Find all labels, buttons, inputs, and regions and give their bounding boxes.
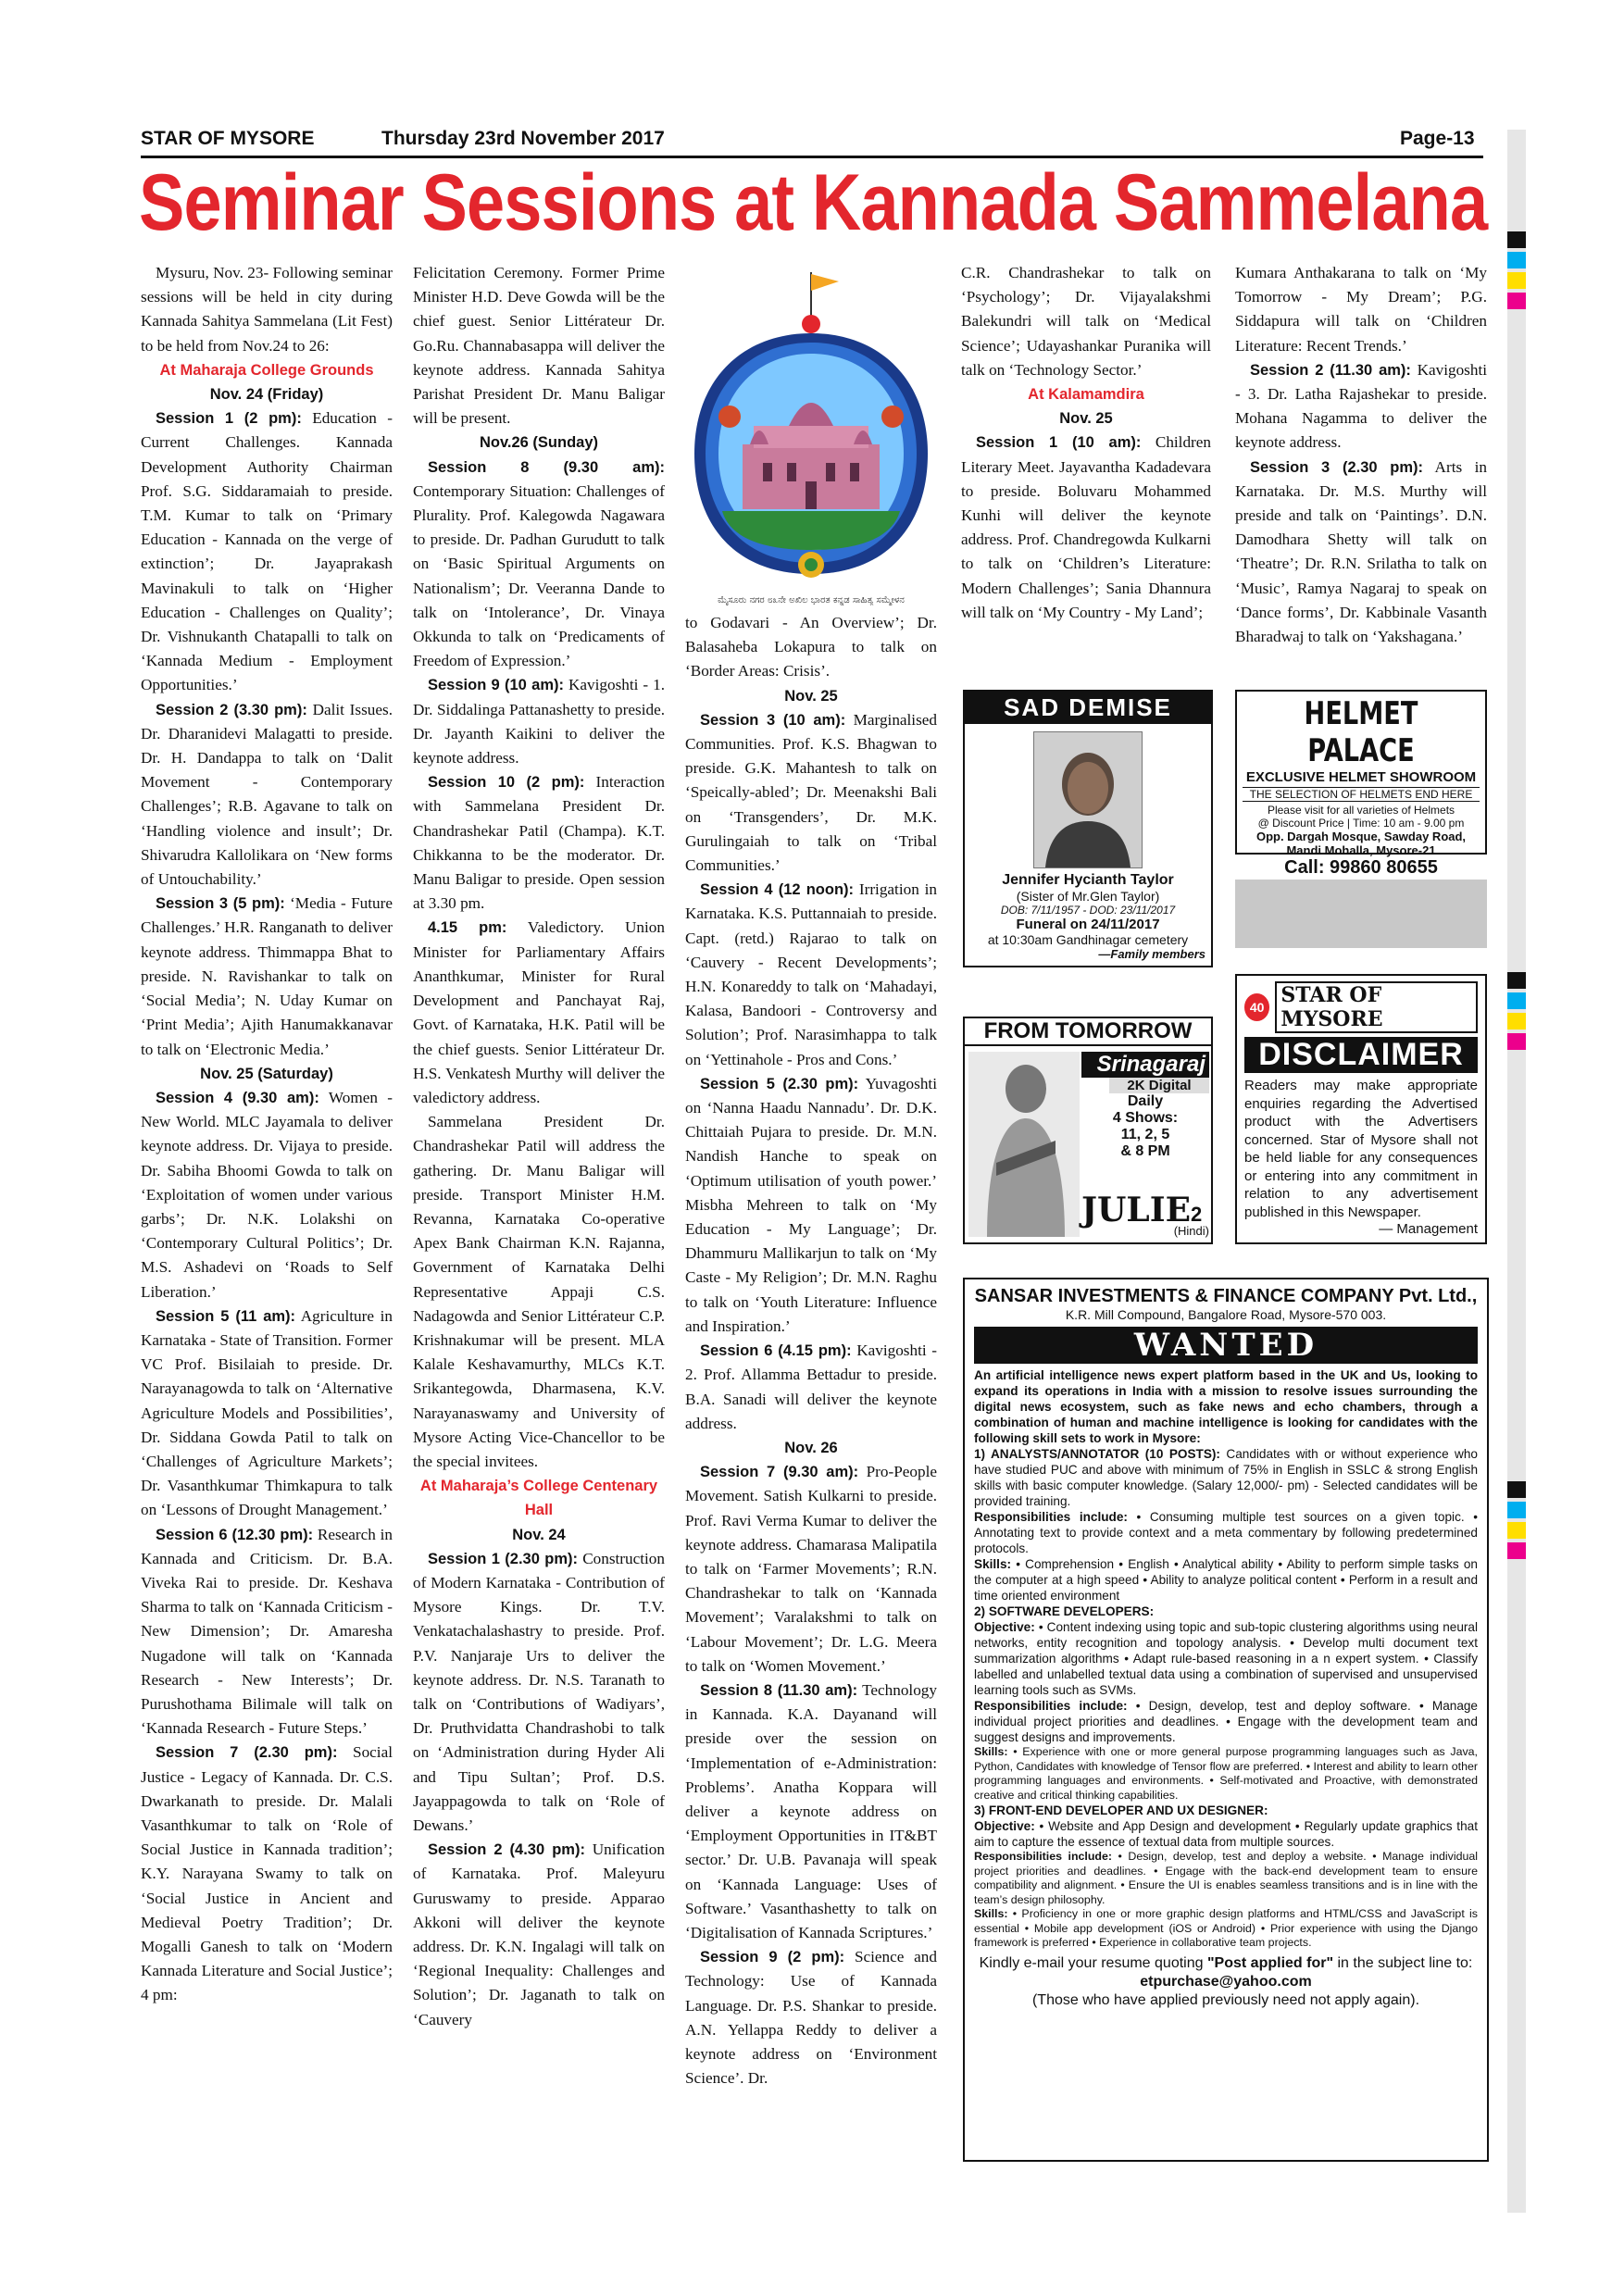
session-label: Session 4 (9.30 am): xyxy=(156,1089,319,1106)
movie-from-tomorrow: FROM TOMORROW xyxy=(965,1018,1211,1046)
movie-poster-figure xyxy=(968,1052,1080,1237)
session-label: Session 9 (10 am): xyxy=(428,677,564,694)
session-label: Session 7 (9.30 am): xyxy=(700,1464,859,1481)
portrait-photo xyxy=(1033,731,1143,868)
article-paragraph: Mysuru, Nov. 23- Following seminar sessions will be held in city during Kannada Sahitya Sammelana (Lit Fest) to be held from Nov.24 to 26: xyxy=(141,264,393,355)
headline: Seminar Sessions at Kannada Sammelana xyxy=(139,158,1488,247)
label: Objective: xyxy=(974,1819,1035,1833)
article-column-1 xyxy=(141,261,393,2196)
section-heading: Nov. 26 xyxy=(784,1439,838,1456)
registration-mark xyxy=(1507,272,1526,289)
registration-mark xyxy=(1507,293,1526,309)
wanted-intro: An artificial intelligence news expert platform based in the UK and Us, looking to expand its operations in India with a mission to resolve issues surrounding the digital news ecosystem, such as fake news and echo chambers, through a combination of human and machine intelligence is looking for candidates with the following skill sets to work in Mysore: xyxy=(974,1368,1478,1445)
registration-mark xyxy=(1507,1481,1526,1498)
continued-paragraph: Kumara Anthakarana to talk on ‘My Tomorrow - My Dream’; P.G. Siddapura will talk on ‘Children Literature: Recent Trends.’ xyxy=(1235,264,1487,355)
session-text: Science and Technology: Use of Kannada Language. Dr. P.S. Shankar to preside. A.N. Yellappa Reddy to deliver a keynote address on ‘Environment Science’. Dr. xyxy=(685,1948,937,2088)
registration-mark xyxy=(1507,992,1526,1009)
frontend-responsibilities xyxy=(974,1850,1478,1907)
session-text: Arts in Karnataka. Dr. M.S. Murthy will preside and talk on ‘Paintings’. D.N. Damodhara Shetty will talk on ‘Theatre’; Dr. R.N. Srilatha to talk on ‘Music’, Ramya Nagaraj to speak on ‘Dance forms’, Dr. Kabbinale Vasanth Bharadwaj to talk on ‘Yakshagana.’ xyxy=(1235,457,1487,646)
analysts-text: Candidates with or without experience who have studied PUC and above with minimum of 75% in English in SSLC & strong English skills with basic computer knowledge. (Salary 12,000/- pm) - Selected candidates will be provided training. xyxy=(974,1447,1478,1508)
session-paragraph xyxy=(685,878,937,1072)
text: • Consuming multiple test sources on a given topic. • Annotating text to provide context and a meta commentary by following predetermined protocols. xyxy=(974,1510,1478,1555)
session-text: Valedictory. Union Minister for Parliamentary Affairs Ananthkumar, Minister for Rural Development and Panchayat Raj, Govt. of Karnataka, H.K. Patil will be the chief guests. Senior Littérateur Dr. H.S. Venkatesh Murthy will deliver the valedictory address. xyxy=(413,918,665,1106)
helmet-address-2: Mandi Mohalla, Mysore-21 xyxy=(1286,843,1436,857)
disclaimer-body: Readers may make appropriate enquiries regarding the Advertised product with the Advertisers concerned. Star of Mysore shall not be held liable for any consequences or entering into any commitment in relation to any advertisement published in this Newspaper. xyxy=(1244,1078,1478,1220)
article-paragraph: Sammelana President Dr. Chandrashekar Patil will address the gathering. Dr. Manu Baligar will preside. Transport Minister H.M. Revanna, Karnataka Co-operative Apex Bank Chairman K.N. Rajanna, Government of Karnataka Delhi Representative Appaji C.S. Nadagowda and Senior Littérateur C.P. Krishnakumar will be present. MLA Kalale Keshavamurthy, MLCs K.T. Srikantegowda, Dharmasena, K.V. Narayanaswamy and University of Mysore Acting Vice-Chancellor to be the special invitees. xyxy=(413,1113,665,1470)
session-text: Kavigoshti - 1. Dr. Siddalinga Pattanashetty to preside. Dr. Jayanth Kaikini to deliver the keynote address. xyxy=(413,676,665,767)
session-paragraph xyxy=(141,1086,393,1304)
registration-mark xyxy=(1507,1522,1526,1539)
developers-title: 2) SOFTWARE DEVELOPERS: xyxy=(974,1604,1155,1618)
session-label: Session 5 (11 am): xyxy=(156,1307,296,1325)
section-heading: Nov. 25 xyxy=(1059,410,1113,428)
section-heading: Nov. 25 (Saturday) xyxy=(200,1065,333,1082)
session-label: Session 2 (11.30 am): xyxy=(1250,361,1411,379)
session-text: Kavigoshti - 3. Dr. Latha Rajashekar to preside. Mohana Nagamma to deliver the keynote address. xyxy=(1235,360,1487,452)
developers-skills xyxy=(974,1745,1478,1803)
session-paragraph xyxy=(685,708,937,878)
disclaimer-signoff: — Management xyxy=(1379,1221,1478,1237)
deceased-relation: (Sister of Mr.Glen Taylor) xyxy=(1016,889,1160,904)
page-number: Page-13 xyxy=(1400,128,1475,149)
session-paragraph xyxy=(685,1339,937,1436)
session-label: Session 6 (12.30 pm): xyxy=(156,1526,314,1543)
funeral-detail: at 10:30am Gandhinagar cemetery xyxy=(987,932,1189,947)
session-paragraph xyxy=(1235,358,1487,455)
helmet-line-1: Please visit for all varieties of Helmets xyxy=(1267,804,1455,817)
session-label: Session 4 (12 noon): xyxy=(700,881,855,899)
session-label: Session 8 (9.30 am): xyxy=(428,458,665,476)
frontend-objective xyxy=(974,1818,1478,1850)
disclaimer-box xyxy=(1235,974,1487,1244)
shows-daily: Daily xyxy=(1127,1093,1164,1109)
section-heading: At Kalamamdira xyxy=(1028,386,1144,404)
family-signoff: —Family members xyxy=(1098,947,1206,961)
article-column-3 xyxy=(685,611,937,2196)
session-paragraph xyxy=(413,1838,665,2032)
label: Objective: xyxy=(974,1620,1035,1634)
analysts-skills xyxy=(974,1556,1478,1603)
session-text: Pro-People Movement. Satish Kulkarni to preside. Prof. Ravi Verma Kumar to deliver the keynote address. Chamarasa Malipatila to talk on ‘Farmer Movements’; R.N. Chandrashekar to talk on ‘Kannada Movement’; Varalakshmi to talk on ‘Labour Movement’; Dr. L.G. Meera to talk on ‘Women Movement.’ xyxy=(685,1463,937,1675)
analysts-responsibilities xyxy=(974,1509,1478,1556)
session-text: Agriculture in Karnataka - State of Transition. Former VC Prof. Bisilaiah to preside. Dr. Narayanagowda to talk on ‘Alternative Agriculture Models and Possibilities’, Dr. Siddana Gowda Patil to talk on ‘Challenges of Agriculture Markets’; Dr. Vasanthkumar Thimkapura to talk on ‘Lessons of Drought Management.’ xyxy=(141,1306,393,1519)
session-text: Irrigation in Karnataka. K.S. Puttannaiah to preside. Capt. (retd.) Rajarao to talk on ‘Cauvery - Recent Developments’; H.N. Konareddy to talk on ‘Mahadayi, Kalasa, Bandoori - Controversy and Solution’; Prof. Narasimhappa to talk on ‘Yettinahole - Pros and Cons.’ xyxy=(685,880,937,1068)
session-paragraph xyxy=(413,1547,665,1838)
helmet-phone: Call: 99860 80655 xyxy=(1284,857,1438,878)
registration-mark xyxy=(1507,231,1526,248)
session-paragraph xyxy=(961,430,1211,625)
session-label: Session 10 (2 pm): xyxy=(428,774,585,792)
newspaper-logo: STAR OF MYSORE xyxy=(1275,981,1478,1033)
analysts-title: 1) ANALYSTS/ANNOTATOR (10 POSTS): xyxy=(974,1447,1220,1461)
section-heading: At Maharaja’s College Centenary Hall xyxy=(419,1478,658,1519)
session-label: Session 8 (11.30 am): xyxy=(700,1681,858,1699)
helmet-address-1: Opp. Dargah Mosque, Sawday Road, xyxy=(1255,830,1467,843)
funeral-date: Funeral on 24/11/2017 xyxy=(1016,917,1160,932)
session-text: ‘Media - Future Challenges.’ H.R. Ranganath to deliver keynote address. Thimmappa Bhat to preside. N. Ravishankar to talk on ‘Social Media’; N. Uday Kumar on ‘Print Media’; Ajith Hanumakkanavar to talk on ‘Electronic Media.’ xyxy=(141,894,393,1058)
session-text: Technology in Kannada. K.A. Dayanand will preside over the session on ‘Implementation of e-Administration: Problems’. Anatha Koppara will deliver a keynote address on ‘Employment Opportunities in IT&BT sector.’ Dr. U.B. Pavanaja will speak on ‘Kannada Language: Uses of Software.’ Vasanthashetty to talk on ‘Digitalisation of Kannada Scriptures.’ xyxy=(685,1680,937,1941)
session-text: Unification of Karnataka. Prof. Maleyuru Guruswamy to preside. Apparao Akkoni will deliver the keynote address. Dr. K.N. Ingalagi will talk on ‘Regional Inequality: Challenges and Solution’; Dr. Jaganath to talk on ‘Cauvery xyxy=(413,1841,665,2028)
session-paragraph xyxy=(141,1304,393,1523)
section-analysts xyxy=(974,1446,1478,1509)
wanted-job-ad xyxy=(963,1278,1489,2162)
session-text: Women - New World. MLC Jayamala to deliver keynote address. Dr. Vijaya to preside. Dr. Sabiha Bhoomi Gowda to talk on ‘Exploitation of women under various garbs’; Dr. N.K. Lolakshi on ‘Contemporary Cultural Politics’; Dr. M.S. Ashadevi on ‘Roads to Self Liberation.’ xyxy=(141,1088,393,1301)
helmet-subtitle: EXCLUSIVE HELMET SHOWROOM xyxy=(1245,769,1477,785)
movie-language: (Hindi) xyxy=(1173,1224,1209,1238)
article-column-2 xyxy=(413,261,665,2196)
label: Responsibilities include: xyxy=(974,1510,1128,1524)
text: • Content indexing using topic and sub-topic clustering algorithms using neural networks, entity recognition and topology analysis. • Develop multi document text summarization algorithms • Adapt rule-based reasoning in a n expert system. • Classify labelled and unlabelled textual data using a combination of supervised and unsupervised learning tools such as SVMs. xyxy=(974,1620,1478,1697)
session-label: Session 9 (2 pm): xyxy=(700,1949,845,1966)
publication-name: STAR OF MYSORE xyxy=(141,128,315,149)
apply-note: (Those who have applied previously need not apply again). xyxy=(1031,1991,1420,2008)
text: • Proficiency in one or more graphic design platforms and HTML/CSS and JavaScript is essential • Mobile app development (iOS or Android) • Prior experience with using the Django framework is preferred • Experience in collaborative team projects. xyxy=(974,1907,1478,1949)
session-paragraph xyxy=(685,1460,937,1678)
label: Responsibilities include: xyxy=(974,1699,1128,1713)
session-label: Session 3 (2.30 pm): xyxy=(1250,458,1424,476)
registration-mark xyxy=(1507,1542,1526,1559)
label: Skills: xyxy=(974,1907,1008,1920)
session-text: Kavigoshti - 2. Prof. Allamma Bettadur to preside. B.A. Sanadi will deliver the keynote address. xyxy=(685,1341,937,1432)
session-paragraph xyxy=(1235,455,1487,650)
session-paragraph xyxy=(685,1072,937,1339)
issue-date: Thursday 23rd November 2017 xyxy=(381,128,665,149)
text: • Comprehension • English • Analytical ability • Ability to perform simple tasks on the computer at a high speed • Ability to analyze political content • Perform in a result and time oriented environment xyxy=(974,1557,1478,1603)
sad-demise-ad xyxy=(963,690,1213,967)
session-label: Session 1 (2 pm): xyxy=(156,410,302,428)
registration-mark xyxy=(1507,1013,1526,1029)
section-heading: At Maharaja College Grounds xyxy=(159,361,374,379)
apply-email-link[interactable]: etpurchase@yahoo.com xyxy=(1140,1973,1312,1990)
session-label: Session 2 (3.30 pm): xyxy=(156,701,307,718)
session-label: Session 5 (2.30 pm): xyxy=(700,1075,859,1092)
section-heading: Nov. 24 (Friday) xyxy=(209,386,324,404)
session-paragraph xyxy=(141,1523,393,1741)
deceased-name: Jennifer Hycianth Taylor xyxy=(1002,872,1174,888)
helmet-palace-ad xyxy=(1235,690,1487,878)
session-text: Children Literary Meet. Jayavantha Kadadevara to preside. Boluvaru Mohammed Kunhi will deliver the keynote address. Prof. Chandregowda Kulkarni to talk on ‘Children’s Literature: Modern Challenges’; Sania Dhannura will talk on ‘My Country - My Land’; xyxy=(961,433,1211,621)
session-label: Session 2 (4.30 pm): xyxy=(428,1841,585,1859)
developers-responsibilities xyxy=(974,1698,1478,1745)
session-paragraph xyxy=(413,455,665,674)
session-text: Research in Kannada and Criticism. Dr. B.A. Viveka Rai to preside. Dr. Keshava Sharma to talk on ‘Kannada Criticism - New Dimension’; Dr. Amaresha Nugadone will talk on ‘Kannada Research - New Interests’; Dr. Purushothama Bilimale will talk on ‘Kannada Research - Future Steps.’ xyxy=(141,1525,393,1738)
helmet-line-2: @ Discount Price | Time: 10 am - 9.00 pm xyxy=(1257,817,1465,830)
wanted-company: SANSAR INVESTMENTS & FINANCE COMPANY Pvt. Ltd., xyxy=(974,1286,1478,1306)
frontend-title: 3) FRONT-END DEVELOPER AND UX DESIGNER: xyxy=(974,1803,1268,1817)
text: • Design, develop, test and deploy software. • Manage individual project priorities and deadlines. • Engage with the development team and suggest designs and improvements. xyxy=(974,1699,1478,1744)
session-label: Session 6 (4.15 pm): xyxy=(700,1342,852,1360)
session-label: Session 3 (5 pm): xyxy=(156,895,285,913)
text: • Website and App Design and development • Regularly update graphics that aim to capture the essence of textual data from multiple sources. xyxy=(974,1819,1478,1849)
label: Skills: xyxy=(974,1745,1008,1758)
label: Responsibilities include: xyxy=(974,1850,1113,1863)
session-text: Interaction with Sammelana President Dr. Chandrashekar Patil (Champa). K.T. Chikkanna to be the moderator. Dr. Manu Baligar to preside. Open session at 3.30 pm. xyxy=(413,773,665,913)
session-paragraph xyxy=(685,1678,937,1945)
session-paragraph xyxy=(141,698,393,892)
blank-ad-space xyxy=(1235,880,1487,948)
wanted-address: K.R. Mill Compound, Bangalore Road, Mysore-570 003. xyxy=(1065,1307,1387,1322)
session-text: Dalit Issues. Dr. Dharanidevi Malagatti to preside. Dr. H. Dandappa to talk on ‘Dalit Movement - Contemporary Challenges’; R.B. Agavane to talk on ‘Handling violence and insult’; Dr. Shivarudra Kallolikara on ‘New forms of Untouchability.’ xyxy=(141,700,393,889)
section-heading: Nov. 24 xyxy=(512,1526,566,1543)
helmet-palace-title: HELMET PALACE xyxy=(1304,695,1418,769)
text: • Experience with one or more general purpose programming languages such as Java, Python, Candidates with knowledge of Tensor flow are preferred. • Interest and ability to learn other programming languages and environments. • Self-motivated and Proactive, with demonstrated creative and critical thinking capabilities. xyxy=(974,1745,1478,1802)
movie-title: JULIE xyxy=(1081,1191,1192,1229)
session-label: Session 1 (10 am): xyxy=(976,434,1142,452)
movie-ad xyxy=(963,1017,1213,1244)
session-paragraph xyxy=(413,916,665,1110)
session-paragraph xyxy=(685,1945,937,2090)
apply-text-2: in the subject line to: xyxy=(1333,1954,1473,1971)
session-text: Yuvagoshti on ‘Nanna Haadu Nannadu’. Dr. D.K. Chittaiah Pujara to preside. Dr. M.N. Nandish Hanche to speak on ‘Optimum utilisation of youth power.’ Misbha Mehreen to talk on ‘My Education - My Language’; Dr. Dhammuru Mallikarjun to talk on ‘My Caste - My Religion’; Dr. M.N. Raghu to talk on ‘Youth Literature: Influence and Inspiration.’ xyxy=(685,1074,937,1335)
apply-quote: "Post applied for" xyxy=(1206,1954,1334,1971)
shows-count: 4 Shows: xyxy=(1112,1110,1179,1126)
anniversary-badge: 40 xyxy=(1244,993,1269,1021)
helmet-tagline: THE SELECTION OF HELMETS END HERE xyxy=(1243,787,1480,802)
session-text: Social Justice - Legacy of Kannada. Dr. C.S. Dwarkanath to preside. Dr. Malali Vasanthkumar to talk on ‘Role of Social Justice in Kannada tradition’; K.Y. Narayana Swamy to talk on ‘Social Justice in Ancient and Medieval Poetry Tradition’; Dr. Mogalli Ganesh to talk on ‘Modern Kannada Literature and Social Justice’; 4 pm: xyxy=(141,1743,393,2004)
continued-paragraph: to Godavari - An Overview’; Dr. Balasaheba Lokapura to talk on ‘Border Areas: Crisis’. xyxy=(685,614,937,680)
section-heading: Nov.26 (Sunday) xyxy=(479,434,599,452)
session-label: Session 1 (2.30 pm): xyxy=(428,1550,579,1567)
show-times-1: 11, 2, 5 xyxy=(1120,1127,1170,1142)
article-column-4 xyxy=(961,261,1211,668)
text: • Design, develop, test and deploy a website. • Manage individual project priorities and deadlines. • Engage with the back-end development team to ensure compatibility and alignment. • Ensure the UI is enables seamless transitions and is in line with the team’s design philosophy. xyxy=(974,1850,1479,1906)
theatre-name: Srinagaraj xyxy=(1081,1052,1209,1078)
registration-mark xyxy=(1507,972,1526,989)
session-text: Construction of Modern Karnataka - Contribution of Mysore Kings. Dr. T.V. Venkatachalashastry to preside. Prof. P.V. Nanjaraje Urs to deliver the keynote address. Dr. N.S. Taranath to talk on ‘Contributions of Wadiyars’, Dr. Pruthvidatta Chandrashobi to talk on ‘Administration during Hyder Ali and Tipu Sultan’; Prof. D.S. Jayappagowda to talk on ‘Role of Dewans.’ xyxy=(413,1549,665,1834)
section-heading: Nov. 25 xyxy=(784,687,838,705)
emblem-caption: ಮೈಸೂರು ನಗರ ೮೩ನೇ ಅಖಿಲ ಭಾರತ ಕನ್ನಡ ಸಾಹಿತ್ಯ ಸಮ್ಮೇಳನ xyxy=(718,595,905,605)
session-paragraph xyxy=(413,770,665,916)
wanted-title: WANTED xyxy=(974,1327,1478,1364)
margin-strip xyxy=(1507,130,1526,2213)
session-label: Session 7 (2.30 pm): xyxy=(156,1744,338,1762)
session-text: Marginalised Communities. Prof. K.S. Bhagwan to preside. G.K. Mahantesh to talk on ‘Speically-abled’; Dr. Meenakshi Bali on ‘Transgenders’, Dr. M.K. Gurulingaiah to talk on ‘Tribal Communities.’ xyxy=(685,710,937,875)
session-paragraph xyxy=(141,892,393,1061)
continued-paragraph: Felicitation Ceremony. Former Prime Minister H.D. Deve Gowda will be the chief guest. Senior Littérateur Dr. Go.Ru. Channabasappa will deliver the keynote address. Kannada Sahitya Parishat President Dr. Manu Baligar will be present. xyxy=(413,264,665,428)
label: Skills: xyxy=(974,1557,1012,1571)
session-text: Education - Current Challenges. Kannada Development Authority Chairman Prof. S.G. Siddaramaiah to preside. T.M. Kumar to talk on ‘Primary Education - Kannada on the verge of extinction’; Dr. Jayaprakash Mavinakuli to talk on ‘Higher Education - Challenges on Quality’; Dr. Vishnukanth Chatapalli to talk on ‘Kannada Medium - Employment Opportunities.’ xyxy=(141,409,393,694)
session-paragraph xyxy=(413,673,665,770)
registration-mark xyxy=(1507,252,1526,268)
registration-mark xyxy=(1507,1033,1526,1050)
format-label: 2K Digital xyxy=(1109,1078,1209,1093)
deceased-dates: DOB: 7/11/1957 - DOD: 23/11/2017 xyxy=(1000,904,1176,917)
apply-instructions xyxy=(974,1954,1478,1991)
apply-text-1: Kindly e-mail your resume quoting xyxy=(979,1954,1207,1971)
show-times-2: & 8 PM xyxy=(1120,1143,1170,1159)
movie-title-number: 2 xyxy=(1191,1203,1203,1226)
sammelana-emblem xyxy=(685,268,937,605)
disclaimer-title: DISCLAIMER xyxy=(1244,1037,1478,1073)
developers-objective xyxy=(974,1619,1478,1698)
registration-mark xyxy=(1507,1502,1526,1518)
frontend-skills xyxy=(974,1907,1478,1951)
session-text: Contemporary Situation: Challenges of Plurality. Prof. Kalegowda Nagawara to preside. Dr. Padhan Gurudutt to talk on ‘Basic Spiritual Arguments on Nationalism’; Dr. Veeranna Dande to talk on ‘Intolerance’, Dr. Vinaya Okkunda to talk on ‘Predicaments of Freedom of Expression.’ xyxy=(413,481,665,670)
article-column-5 xyxy=(1235,261,1487,668)
session-paragraph xyxy=(141,1741,393,2007)
session-paragraph xyxy=(141,406,393,697)
session-label: Session 3 (10 am): xyxy=(700,711,846,729)
session-label: 4.15 pm: xyxy=(428,919,507,937)
continued-paragraph: C.R. Chandrashekar to talk on ‘Psychology’; Dr. Vijayalakshmi Balekundri will talk on ‘Medical Science’; Udayashankar Puranika will talk on ‘Technology Sector.’ xyxy=(961,264,1211,379)
sad-demise-title: SAD DEMISE xyxy=(965,692,1211,724)
